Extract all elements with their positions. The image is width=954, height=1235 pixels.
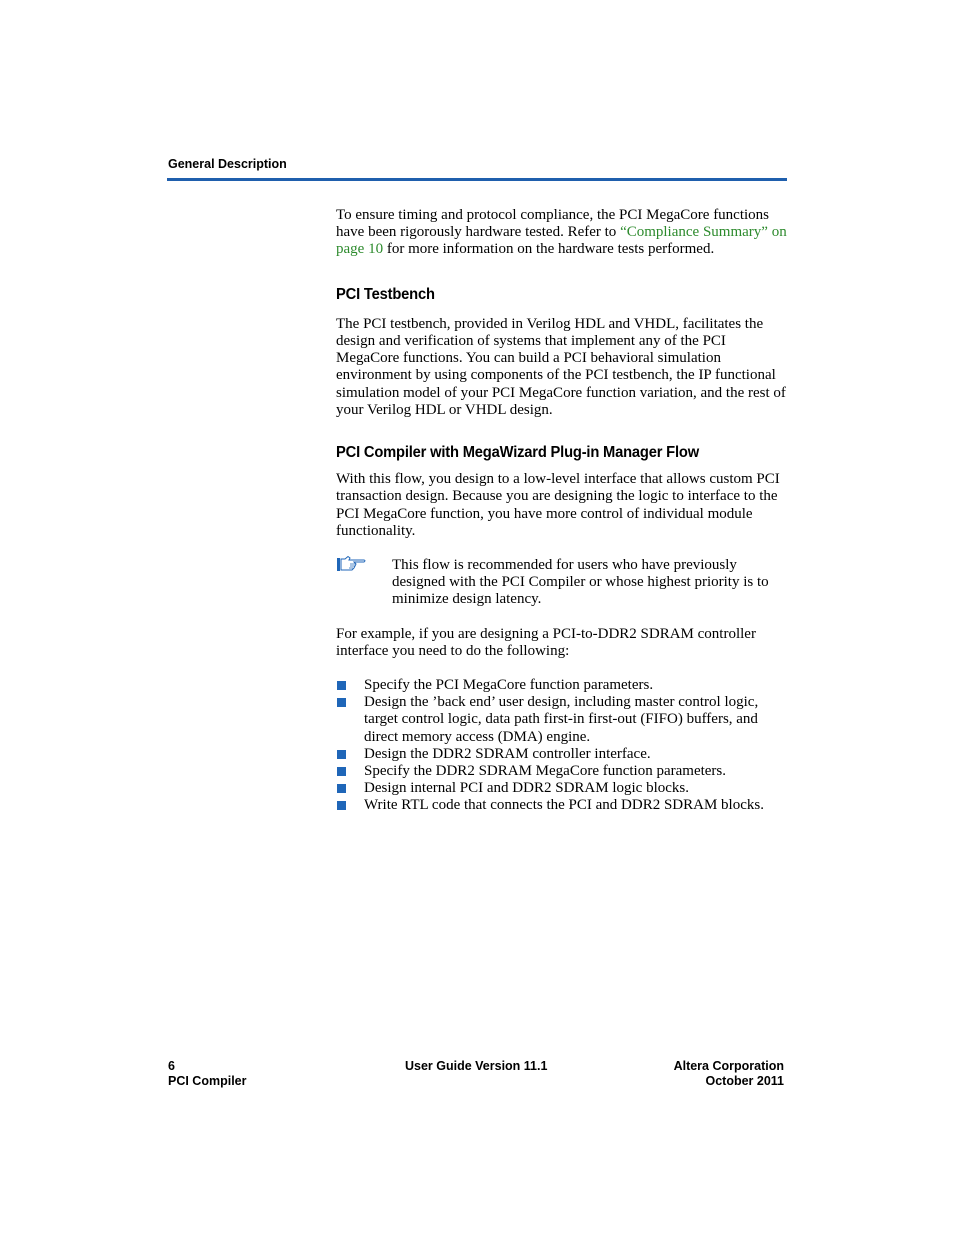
running-header: General Description [168,157,287,171]
footer-left [168,1059,247,1089]
bullet-icon [337,681,346,690]
list-item: Write RTL code that connects the PCI and DDR2 SDRAM blocks. [336,797,788,814]
bullet-icon [337,801,346,810]
page-number: 6 [168,1059,175,1073]
intro-paragraph: To ensure timing and protocol compliance, the PCI MegaCore functions have been rigorously hardware tested. Refer to “Compliance Summary” on page 10 for more information on the hardware tests performed. [336,207,787,258]
megawizard-heading: PCI Compiler with MegaWizard Plug-in Manager Flow [336,444,699,462]
bullet-icon [337,750,346,759]
testbench-heading: PCI Testbench [336,285,435,303]
footer-center [405,1059,547,1074]
list-item: Design the ’back end’ user design, including master control logic, target control logic, data path first-in first-out (FIFO) buffers, and direct memory access (DMA) engine. [336,694,788,746]
testbench-paragraph: The PCI testbench, provided in Verilog HDL and VHDL, facilitates the design and verification of systems that implement any of the PCI MegaCore functions. You can build a PCI behavioral simulation environment by using components of the PCI testbench, the IP functional simulation model of your PCI MegaCore function variation, and the rest of your Verilog HDL or VHDL design. [336,315,786,418]
page-content [336,207,788,815]
company-name: Altera Corporation [673,1059,784,1073]
header-rule [167,178,787,181]
list-item: Design the DDR2 SDRAM controller interface. [336,746,788,763]
compliance-summary-link[interactable]: “Compliance Summary” on page 10 [336,224,787,258]
list-item: Design internal PCI and DDR2 SDRAM logic blocks. [336,780,788,797]
note-text: This flow is recommended for users who have previously designed with the PCI Compiler or whose highest priority is to minimize design latency. [392,557,769,608]
publication-date: October 2011 [705,1074,784,1088]
note-block [336,557,788,609]
pointing-hand-icon [336,555,368,573]
bullet-icon [337,767,346,776]
bullet-icon [337,784,346,793]
example-intro: For example, if you are designing a PCI-to-DDR2 SDRAM controller interface you need to do the following: [336,625,756,659]
document-version: User Guide Version 11.1 [405,1059,548,1073]
megawizard-paragraph: With this flow, you design to a low-level interface that allows custom PCI transaction design. Because you are designing the logic to interface to the PCI MegaCore function, you have more control of individual module functionality. [336,471,780,539]
list-item: Specify the DDR2 SDRAM MegaCore function parameters. [336,763,788,780]
task-list [336,677,788,815]
footer-right [674,1059,784,1089]
bullet-icon [337,698,346,707]
list-item: Specify the PCI MegaCore function parameters. [336,677,788,694]
product-name: PCI Compiler [168,1074,247,1088]
